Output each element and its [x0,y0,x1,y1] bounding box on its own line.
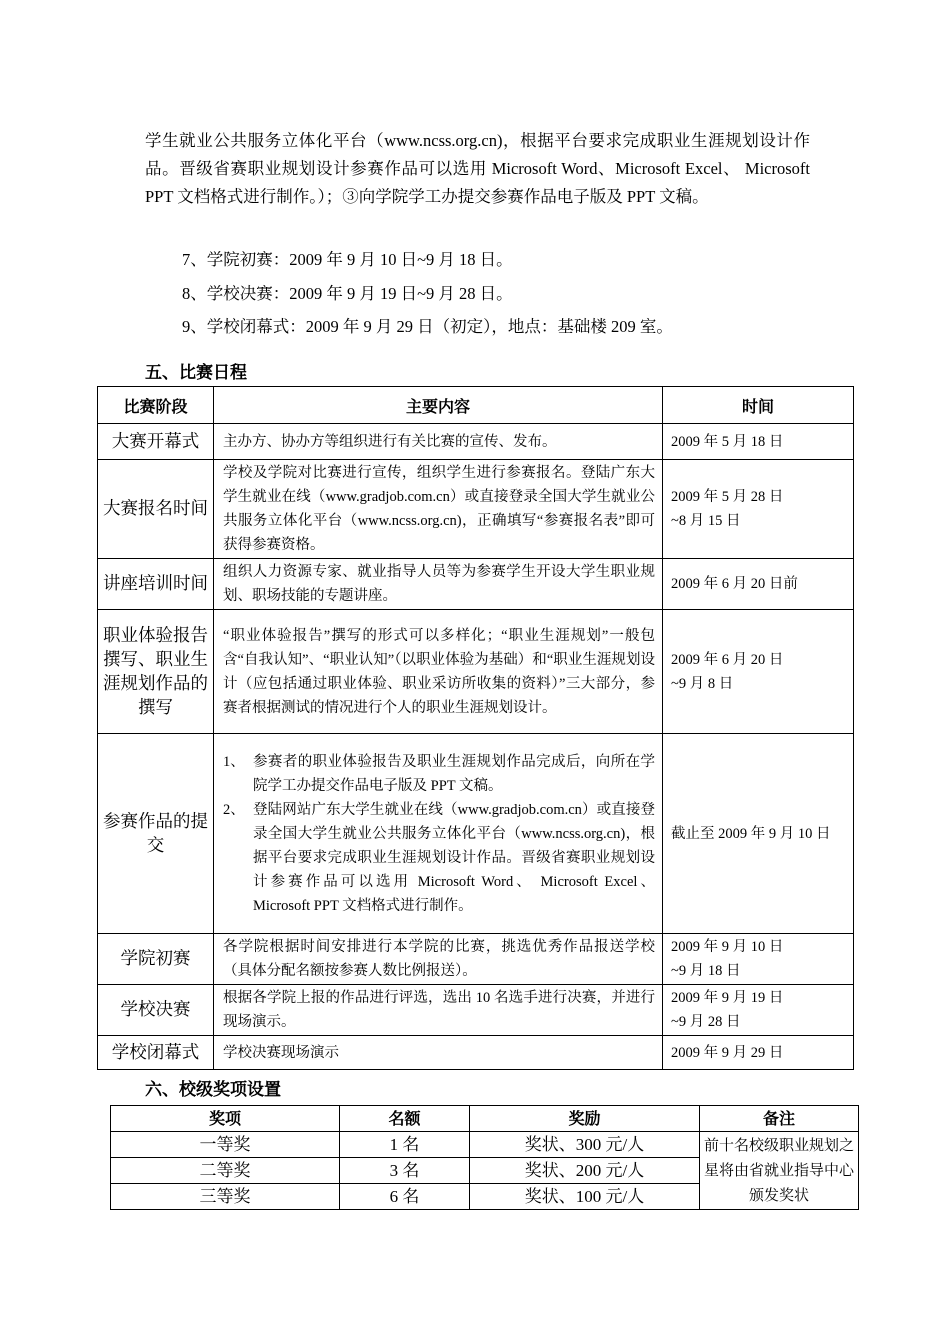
header-award: 奖项 [111,1106,340,1132]
note-cell: 前十名校级职业规划之星将由省就业指导中心颁发奖状 [700,1132,859,1210]
header-content: 主要内容 [214,387,663,424]
quota-cell: 1 名 [340,1132,470,1158]
header-time: 时间 [663,387,854,424]
schedule-table [97,386,854,1070]
section-heading-awards: 六、校级奖项设置 [145,1080,281,1100]
table-header-row [111,1106,859,1132]
time-line: ~9 月 28 日 [671,1014,741,1030]
table-row [98,559,854,610]
table-row [98,934,854,985]
stage-cell: 学校决赛 [98,985,214,1036]
header-reward: 奖励 [470,1106,700,1132]
table-row [98,734,854,934]
table-row [98,1036,854,1070]
reward-cell: 奖状、200 元/人 [470,1158,700,1184]
quota-cell: 3 名 [340,1158,470,1184]
time-line: 2009 年 9 月 19 日 [671,990,784,1006]
quota-cell: 6 名 [340,1184,470,1210]
stage-cell: 大赛开幕式 [98,424,214,460]
time-line: 2009 年 6 月 20 日前 [671,576,798,592]
table-row [98,424,854,460]
award-cell: 三等奖 [111,1184,340,1210]
stage-cell: 参赛作品的提交 [98,734,214,934]
awards-table [110,1105,859,1210]
intro-paragraph: 学生就业公共服务立体化平台（www.ncss.org.cn)，根据平台要求完成职业生涯规划设计作品。晋级省赛职业规划设计参赛作品可以选用 Microsoft Word、Microsoft Excel、 Microsoft PPT 文档格式进行制作。）；③向学院学工办提交参赛作品电子版及 PPT 文稿。 [145,131,810,206]
content-cell: 主办方、协办方等组织进行有关比赛的宣传、发布。 [214,424,663,460]
time-line: ~9 月 8 日 [671,675,734,692]
list-item: 1、 参赛者的职业体验报告及职业生涯规划作品完成后，向所在学院学工办提交作品电子版及 PPT 文稿。 [223,753,655,794]
content-cell: 学校决赛现场演示 [214,1036,663,1070]
time-line: 2009 年 9 月 10 日 [671,939,784,955]
time-cell [663,460,854,559]
table-row [98,460,854,559]
time-line: 2009 年 5 月 18 日 [671,433,784,450]
time-cell [663,985,854,1036]
reward-cell: 奖状、100 元/人 [470,1184,700,1210]
time-cell [663,734,854,934]
content-cell: 各学院根据时间安排进行本学院的比赛，挑选优秀作品报送学校（具体分配名额按参赛人数比例报送）。 [214,934,663,985]
table-row [111,1132,859,1158]
time-line: ~8 月 15 日 [671,513,741,529]
schedule-item-8: 8、学校决赛：2009 年 9 月 19 日~9 月 28 日。 [182,284,513,303]
stage-cell: 学院初赛 [98,934,214,985]
stage-cell: 职业体验报告撰写、职业生涯规划作品的撰写 [98,610,214,734]
time-cell [663,934,854,985]
table-row [98,985,854,1036]
schedule-item-9: 9、学校闭幕式：2009 年 9 月 29 日（初定），地点：基础楼 209 室。 [182,317,673,336]
award-cell: 一等奖 [111,1132,340,1158]
header-quota: 名额 [340,1106,470,1132]
header-note: 备注 [700,1106,859,1132]
time-cell [663,559,854,610]
content-cell: 学校及学院对比赛进行宣传，组织学生进行参赛报名。登陆广东大学生就业在线（www.gradjob.com.cn）或直接登录全国大学生就业公共服务立体化平台（www.ncss.org.cn)，正确填写“参赛报名表”即可获得参赛资格。 [214,460,663,559]
time-cell [663,424,854,460]
content-cell: “职业体验报告”撰写的形式可以多样化；“职业生涯规划”一般包含“自我认知”、“职业认知”（以职业体验为基础）和“职业生涯规划设计（应包括通过职业体验、职业采访所收集的资料）”三大部分，参赛者根据测试的情况进行个人的职业生涯规划设计。 [214,610,663,734]
section-heading-schedule: 五、比赛日程 [145,363,247,383]
content-cell: 根据各学院上报的作品进行评选，选出 10 名选手进行决赛，并进行现场演示。 [214,985,663,1036]
award-cell: 二等奖 [111,1158,340,1184]
time-cell [663,1036,854,1070]
table-header-row [98,387,854,424]
schedule-item-7: 7、学院初赛：2009 年 9 月 10 日~9 月 18 日。 [182,250,513,269]
time-line: ~9 月 18 日 [671,963,741,979]
header-stage: 比赛阶段 [98,387,214,424]
stage-cell: 大赛报名时间 [98,460,214,559]
time-cell [663,610,854,734]
time-line: 2009 年 9 月 29 日 [671,1044,784,1061]
stage-cell: 学校闭幕式 [98,1036,214,1070]
time-line: 2009 年 5 月 28 日 [671,489,784,505]
time-line: 截止至 2009 年 9 月 10 日 [671,825,831,842]
submission-steps-list [223,750,655,918]
stage-cell: 讲座培训时间 [98,559,214,610]
table-row [98,610,854,734]
list-item: 2、 登陆网站广东大学生就业在线（www.gradjob.com.cn）或直接登录全国大学生就业公共服务立体化平台（www.ncss.org.cn)，根据平台要求完成职业生涯规划设计作品。晋级省赛职业规划设计参赛作品可以选用 Microsoft Word、 Microsoft Excel、 Microsoft PPT 文档格式进行制作。 [223,801,655,914]
reward-cell: 奖状、300 元/人 [470,1132,700,1158]
content-cell [214,734,663,934]
content-cell: 组织人力资源专家、就业指导人员等为参赛学生开设大学生职业规划、职场技能的专题讲座。 [214,559,663,610]
time-line: 2009 年 6 月 20 日 [671,651,784,668]
